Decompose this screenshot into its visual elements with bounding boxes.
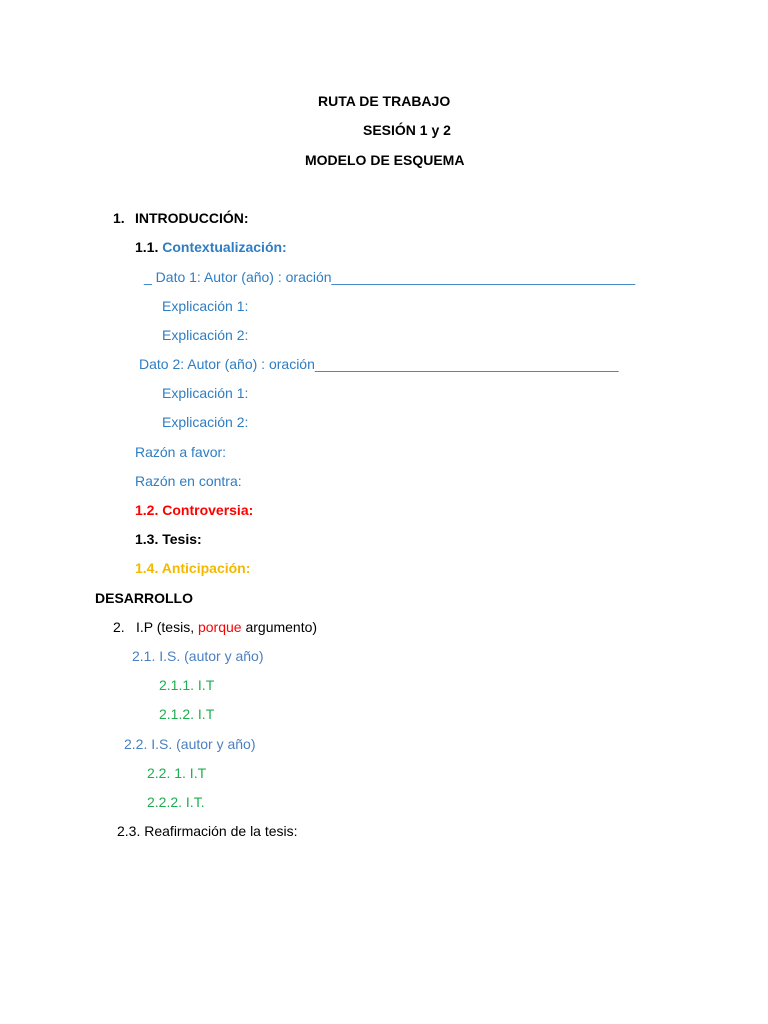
ip-line [136,618,317,636]
section-2-1-1: 2.1.1. I.T [159,677,215,693]
section-2-2-1: 2.2. 1. I.T [147,765,207,781]
dato-2-explicacion-2: Explicación 2: [162,414,249,430]
session-label: SESIÓN 1 y 2 [363,122,451,138]
section-1-4-anticipacion: 1.4. Anticipación: [135,560,251,576]
section-2-3: 2.3. Reafirmación de la tesis: [117,823,298,839]
section-1-3-tesis: 1.3. Tesis: [135,531,202,547]
section-1-1-number: 1.1. [135,239,159,255]
ip-suffix: argumento) [241,619,318,635]
section-2-1-2: 2.1.2. I.T [159,706,215,722]
dato-2-explicacion-1: Explicación 1: [162,385,249,401]
razon-a-favor: Razón a favor: [135,444,227,460]
ip-porque: porque [197,619,242,635]
dato-1: _ Dato 1: Autor (año) : oración_______________________________________ [144,269,636,285]
section-1-2-controversia: 1.2. Controversia: [135,502,254,518]
section-2-1: 2.1. I.S. (autor y año) [132,648,264,664]
section-2-2-2: 2.2.2. I.T. [147,794,205,810]
section-2-2: 2.2. I.S. (autor y año) [124,736,256,752]
ip-number: 2. [113,619,125,635]
desarrollo-heading: DESARROLLO [95,590,193,606]
model-label: MODELO DE ESQUEMA [305,152,465,168]
intro-heading: INTRODUCCIÓN: [135,210,249,226]
section-1-1 [135,238,287,256]
dato-2: Dato 2: Autor (año) : oración_______________________________________ [139,356,619,372]
razon-en-contra: Razón en contra: [135,473,242,489]
doc-title: RUTA DE TRABAJO [318,93,451,109]
ip-prefix: I.P (tesis, [136,619,198,635]
section-1-1-label: Contextualización: [162,239,287,255]
dato-1-explicacion-2: Explicación 2: [162,327,249,343]
intro-number: 1. [113,210,125,226]
dato-1-explicacion-1: Explicación 1: [162,298,249,314]
